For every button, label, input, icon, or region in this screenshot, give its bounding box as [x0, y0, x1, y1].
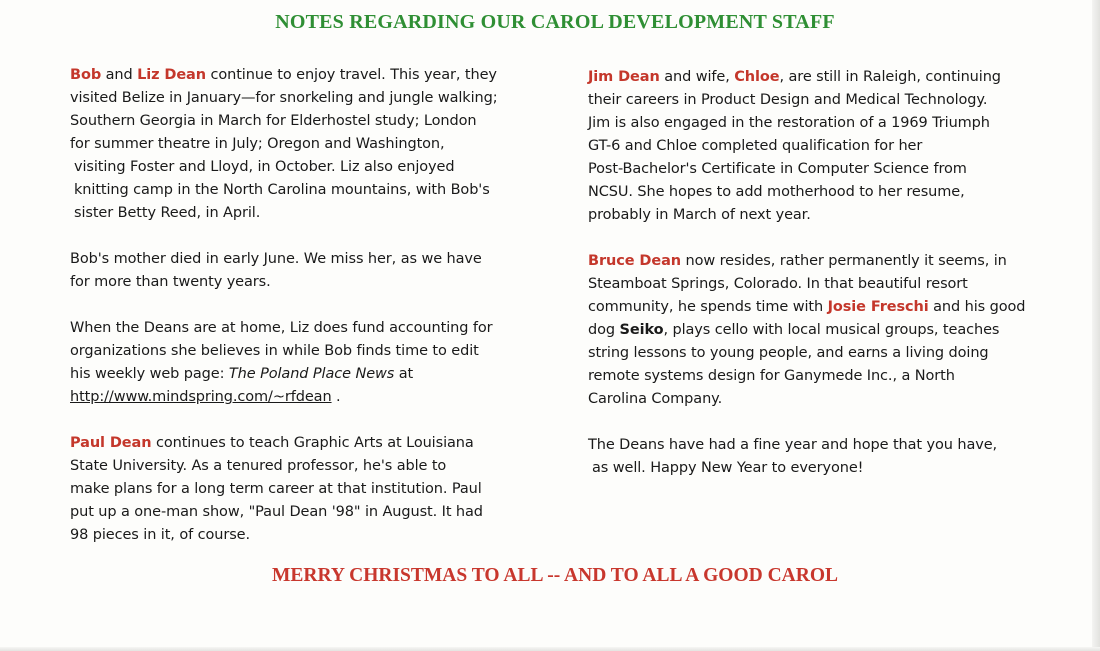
paragraph-gap [70, 409, 550, 432]
text-line: their careers in Product Design and Medical Technology. [588, 92, 988, 108]
paragraph-gap [70, 294, 550, 317]
text-line [588, 296, 1078, 319]
text-fragment: and his good [928, 299, 1026, 315]
text-fragment: dog [588, 322, 620, 338]
text-fragment: continue to enjoy travel. This year, they [205, 67, 497, 83]
text-fragment: community, he spends time with [588, 299, 828, 315]
text-fragment: at [394, 366, 414, 382]
text-fragment: and [101, 67, 138, 83]
text-fragment: , plays cello with local musical groups, teaches [663, 322, 1000, 338]
document-title: NOTES REGARDING OUR CAROL DEVELOPMENT STAFF [275, 11, 835, 33]
text-line: When the Deans are at home, Liz does fund accounting for [70, 320, 493, 336]
name-paul-dean: Paul Dean [70, 435, 152, 451]
text-line: string lessons to young people, and earns a living doing [588, 345, 989, 361]
text-line: NCSU. She hopes to add motherhood to her resume, [588, 184, 965, 200]
text-fragment: , are still in Raleigh, continuing [779, 69, 1001, 85]
text-line: make plans for a long term career at that institution. Paul [70, 481, 482, 497]
name-liz-dean: Liz Dean [137, 67, 206, 83]
text-line [70, 363, 550, 386]
text-fragment: now resides, rather permanently it seems, in [680, 253, 1007, 269]
name-seiko: Seiko [619, 322, 664, 338]
right-column [588, 66, 1078, 480]
name-bob: Bob [70, 67, 102, 83]
text-line: for more than twenty years. [70, 274, 271, 290]
paragraph-gap [588, 227, 1078, 250]
text-line [588, 250, 1078, 273]
paragraph-gap [588, 411, 1078, 434]
text-line [588, 319, 1078, 342]
text-line: for summer theatre in July; Oregon and Washington, [70, 136, 445, 152]
paragraph-jim-chloe [588, 66, 1078, 227]
website-link[interactable]: http://www.mindspring.com/~rfdean [70, 389, 332, 405]
text-line: put up a one-man show, "Paul Dean '98" in August. It had [70, 504, 483, 520]
text-line [588, 66, 1078, 89]
paragraph-deans-at-home [70, 317, 550, 409]
name-chloe: Chloe [734, 69, 780, 85]
text-line: as well. Happy New Year to everyone! [592, 460, 864, 476]
paragraph-bobs-mother [70, 248, 550, 294]
text-line: knitting camp in the North Carolina mountains, with Bob's [74, 182, 490, 198]
text-line [70, 64, 550, 87]
text-line: visited Belize in January—for snorkeling and jungle walking; [70, 90, 498, 106]
name-josie-freschi: Josie Freschi [827, 299, 929, 315]
text-line: The Deans have had a fine year and hope that you have, [588, 437, 998, 453]
text-fragment: continues to teach Graphic Arts at Louisiana [151, 435, 474, 451]
name-bruce-dean: Bruce Dean [588, 253, 681, 269]
text-line: GT-6 and Chloe completed qualification for her [588, 138, 923, 154]
text-line [70, 432, 550, 455]
paragraph-bruce-dean [588, 250, 1078, 411]
text-line: Steamboat Springs, Colorado. In that beautiful resort [588, 276, 968, 292]
text-line: visiting Foster and Lloyd, in October. Liz also enjoyed [74, 159, 455, 175]
text-line: probably in March of next year. [588, 207, 811, 223]
text-line: Carolina Company. [588, 391, 723, 407]
text-fragment: and wife, [659, 69, 735, 85]
name-jim-dean: Jim Dean [588, 69, 660, 85]
closing-greeting: MERRY CHRISTMAS TO ALL -- AND TO ALL A GOOD CAROL [271, 565, 839, 586]
text-line: 98 pieces in it, of course. [70, 527, 250, 543]
text-line: Post-Bachelor's Certificate in Computer Science from [588, 161, 967, 177]
text-line: remote systems design for Ganymede Inc., a North [588, 368, 955, 384]
text-line [70, 386, 550, 409]
left-column [70, 64, 550, 547]
text-line: State University. As a tenured professor, he's able to [70, 458, 447, 474]
page-right-edge [1092, 0, 1100, 651]
text-line: sister Betty Reed, in April. [74, 205, 261, 221]
paragraph-paul-dean [70, 432, 550, 547]
page-bottom-edge [0, 647, 1100, 651]
newsletter-title: The Poland Place News [228, 366, 395, 382]
text-line: Southern Georgia in March for Elderhostel study; London [70, 113, 477, 129]
text-line: Bob's mother died in early June. We miss her, as we have [70, 251, 482, 267]
text-line: Jim is also engaged in the restoration of a 1969 Triumph [588, 115, 990, 131]
paragraph-bob-liz [70, 64, 550, 225]
text-line: organizations she believes in while Bob finds time to edit [70, 343, 479, 359]
text-fragment: . [331, 389, 341, 405]
text-fragment: his weekly web page: [70, 366, 229, 382]
paragraph-closing [588, 434, 1078, 480]
paragraph-gap [70, 225, 550, 248]
